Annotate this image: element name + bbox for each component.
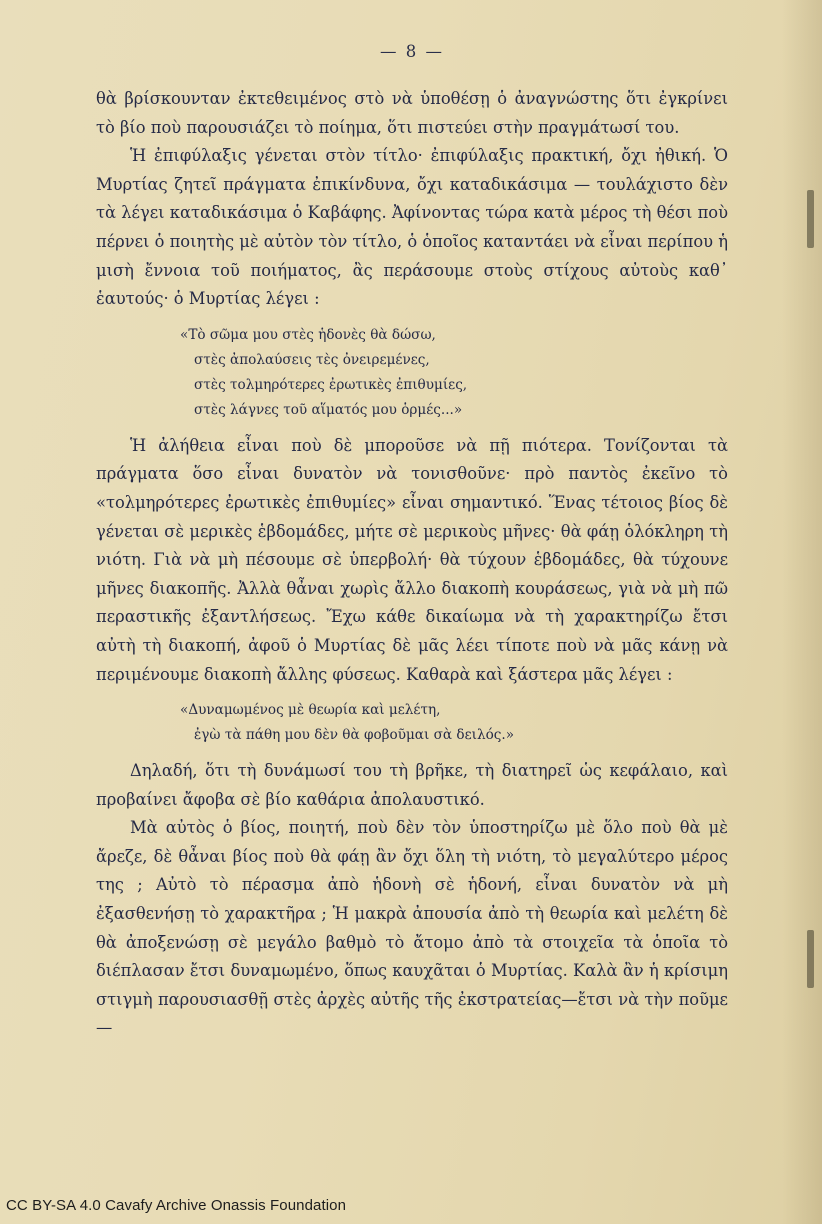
verse-line: ἐγὼ τὰ πάθη μου δὲν θὰ φοβοῦμαι σὰ δειλός.» [194,727,515,744]
verse-line: στὲς ἀπολαύσεις τὲς ὀνειρεμένες, [194,351,430,368]
verse-quote-second [180,698,728,748]
paragraph: Μὰ αὐτὸς ὁ βίος, ποιητή, ποὺ δὲν τὸν ὑποστηρίζω μὲ ὅλο ποὺ θὰ μὲ ἄρεζε, δὲ θἆναι βίος ποὺ θὰ φάῃ ἂν ὄχι ὅλη τὴ νιότη, τὸ μεγαλύτερο μέρος της ; Αὐτὸ τὸ πέρασμα ἀπὸ ἡδονὴ σὲ ἡδονή, εἶναι δυνατὸν νὰ μὴ ἐξασθενήσῃ τὸ χαρακτῆρα ; Ἡ μακρὰ ἀπουσία ἀπὸ τὴ θεωρία καὶ μελέτη δὲ θὰ ἀποξενώσῃ σὲ μεγάλο βαθμὸ τὸ ἄτομο ἀπὸ τὰ στοιχεῖα τὰ ὁποῖα τὸ διέπλασαν ἔτσι δυναμωμένο, ὅπως καυχᾶται ὁ Μυρτίας. Καλὰ ἂν ἡ κρίσιμη στιγμὴ παρουσιασθῇ στὲς ἀρχὲς αὐτῆς τῆς ἐκστρατείας—ἔτσι νὰ τὴν ποῦμε— [96,818,728,1038]
page-content [96,42,728,1043]
page-number: — 8 — [380,42,444,61]
verse-line: «Τὸ σῶμα μου στὲς ἡδονὲς θὰ δώσω, [180,326,436,343]
verse-line: στὲς λάγνες τοῦ αἵματός μου ὁρμές...» [194,401,463,418]
page-edge-mark-top [807,190,814,248]
paragraph: Ἡ ἀλήθεια εἶναι ποὺ δὲ μποροῦσε νὰ πῇ πιότερα. Τονίζονται τὰ πράγματα ὅσο εἶναι δυνατὸν νὰ τονισθοῦνε· πρὸ παντὸς ἐκεῖνο τὸ «τολμηρότερες ἐρωτικὲς ἐπιθυμίες» εἶναι σημαντικό. Ἕνας τέτοιος βίος δὲ γένεται σὲ μερικὲς ἑβδομάδες, μήτε σὲ μερικοὺς μῆνες· θὰ φάῃ ὁλόκληρη τὴ νιότη. Γιὰ νὰ μὴ πέσουμε σὲ ὑπερβολή· θὰ τύχουν ἑβδομάδες, θὰ τύχουνε μῆνες διακοπῆς. Ἀλλὰ θἆναι χωρὶς ἄλλο διακοπὴ κουράσεως, γιὰ νὰ μὴ πῶ περαστικῆς ἐξαντλήσεως. Ἔχω κάθε δικαίωμα νὰ τὴ χαρακτηρίζω ἔτσι αὐτὴ τὴ διακοπή, ἀφοῦ ὁ Μυρτίας δὲ μᾶς λέει τίποτε ποὺ νὰ μᾶς κάνῃ νὰ περιμένουμε διακοπὴ ἄλλης φύσεως. Καθαρὰ καὶ ξάστερα μᾶς λέγει : [96,435,728,684]
license-credit: CC BY-SA 4.0 Cavafy Archive Onassis Foundation [6,1197,347,1214]
verse-line: στὲς τολμηρότερες ἐρωτικὲς ἐπιθυμίες, [194,376,468,393]
page-edge-mark-bottom [807,930,814,988]
paragraph: Ἡ ἐπιφύλαξις γένεται στὸν τίτλο· ἐπιφύλαξις πρακτική, ὄχι ἠθική. Ὁ Μυρτίας ζητεῖ πράγματα ἐπικίνδυνα, ὄχι καταδικάσιμα — τουλάχιστο δὲν τὰ λέγει καταδικάσιμα ὁ Καβάφης. Ἀφίνοντας τώρα κατὰ μέρος τὴ θέσι ποὺ πέρνει ὁ ποιητὴς μὲ αὐτὸν τὸν τίτλο, ὁ ὁποῖος καταντάει νὰ εἶναι περίπου ἡ μισὴ ἔννοια τοῦ ποιήματος, ἂς περάσουμε στοὺς στίχους αὐτοὺς καθ᾿ ἑαυτούς· ὁ Μυρτίας λέγει : [96,146,728,309]
paragraph: θὰ βρίσκουνταν ἐκτεθειμένος στὸ νὰ ὑποθέσῃ ὁ ἀναγνώστης ὅτι ἐγκρίνει τὸ βίο ποὺ παρουσιάζει τὸ ποίημα, ὅτι πιστεύει στὴν πραγμάτωσί του. [96,89,728,137]
verse-line: «Δυναμωμένος μὲ θεωρία καὶ μελέτη, [180,702,441,719]
verse-quote-first [180,323,728,423]
paragraph: Δηλαδή, ὅτι τὴ δυνάμωσί του τὴ βρῆκε, τὴ διατηρεῖ ὡς κεφάλαιο, καὶ προβαίνει ἄφοβα σὲ βίο καθάρια ἀπολαυστικό. [96,761,728,809]
